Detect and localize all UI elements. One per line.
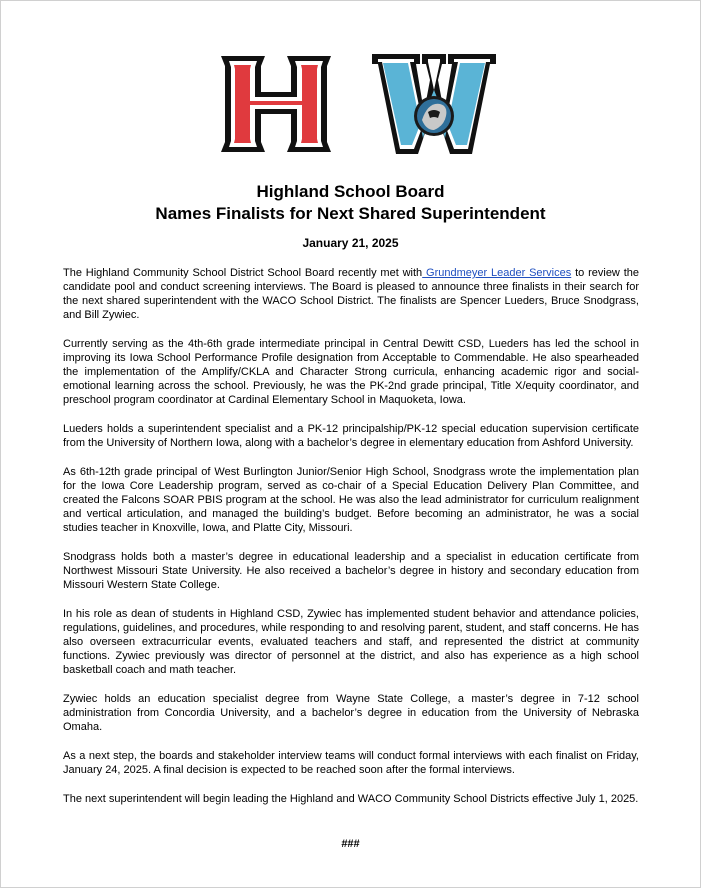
paragraph-intro bbox=[63, 266, 639, 322]
paragraph-snodgrass-education: Snodgrass holds both a master’s degree in educational leadership and a specialist in education certificate from Northwest Missouri State University. He also received a bachelor’s degree in history and secondary education from Missouri Western State College. bbox=[63, 551, 639, 591]
paragraph-next-steps: As a next step, the boards and stakeholder interview teams will conduct formal interviews with each finalist on Friday, January 24, 2025. A final decision is expected to be reached soon after the formal interviews. bbox=[63, 750, 639, 776]
end-mark: ### bbox=[341, 838, 360, 850]
logo-row bbox=[0, 40, 701, 160]
paragraph-snodgrass-experience: As 6th-12th grade principal of West Burlington Junior/Senior High School, Snodgrass wrote the implementation plan for the Iowa Core Leadership program, served as co-chair of a Special Education Delivery Plan Committee, and created the Falcons SOAR PBIS program at the school. He was also the lead administrator for curriculum realignment and vertical articulation, and managed the building’s budget. Before becoming an administrator, he was a social studies teacher in Knoxville, Iowa, and Platte City, Missouri. bbox=[63, 466, 639, 534]
article-body bbox=[63, 266, 639, 821]
waco-w-logo bbox=[370, 50, 498, 158]
paragraph-lueders-education: Lueders holds a superintendent specialist and a PK-12 principalship/PK-12 special education supervision certificate from the University of Northern Iowa, along with a bachelor’s degree in elementary education from Ashford University. bbox=[63, 423, 639, 449]
release-date: January 21, 2025 bbox=[302, 236, 399, 250]
headline-line-2: Names Finalists for Next Shared Superintendent bbox=[155, 204, 546, 223]
paragraph-start-date: The next superintendent will begin leading the Highland and WACO Community School Districts effective July 1, 2025. bbox=[63, 793, 639, 805]
paragraph-zywiec-education: Zywiec holds an education specialist degree from Wayne State College, a master’s degree in 7-12 school administration from Concordia University, and a bachelor’s degree in education from the University of Nebraska Omaha. bbox=[63, 693, 639, 733]
headline-line-1: Highland School Board bbox=[256, 182, 445, 201]
highland-h-logo bbox=[217, 50, 335, 158]
paragraph-lueders-experience: Currently serving as the 4th-6th grade intermediate principal in Central Dewitt CSD, Lueders has led the school in improving its Iowa School Performance Profile designation from Acceptable to Commendable. He also spearheaded the implementation of the Amplify/CKLA and Character Strong curricula, enhancing academic rigor and social-emotional learning across the school. Previously, he was the PK-2nd grade principal, Title X/equity coordinator, and preschool program coordinator at Cardinal Elementary School in Maquoketa, Iowa. bbox=[63, 338, 639, 406]
paragraph-zywiec-experience: In his role as dean of students in Highland CSD, Zywiec has implemented student behavior and attendance policies, regulations, guidelines, and procedures, while responding to and resolving parent, student, and staff concerns. He has also overseen extracurricular events, evaluated teachers and staff, and represented the district at community functions. Zywiec previously was director of personnel at the district, and also has experience as a high school basketball coach and math teacher. bbox=[63, 608, 639, 676]
grundmeyer-link[interactable]: Grundmeyer Leader Services bbox=[422, 267, 572, 279]
paragraph-intro-text-1: The Highland Community School District School Board recently met with bbox=[63, 267, 423, 279]
paragraph-intro-text-2: to review the candidate pool and conduct screening interviews. The Board is pleased to announce three finalists in their search for the next shared superintendent with the WACO School District. The finalists are Spencer Lueders, Bruce Snodgrass, and Bill Zywiec. bbox=[63, 267, 640, 321]
